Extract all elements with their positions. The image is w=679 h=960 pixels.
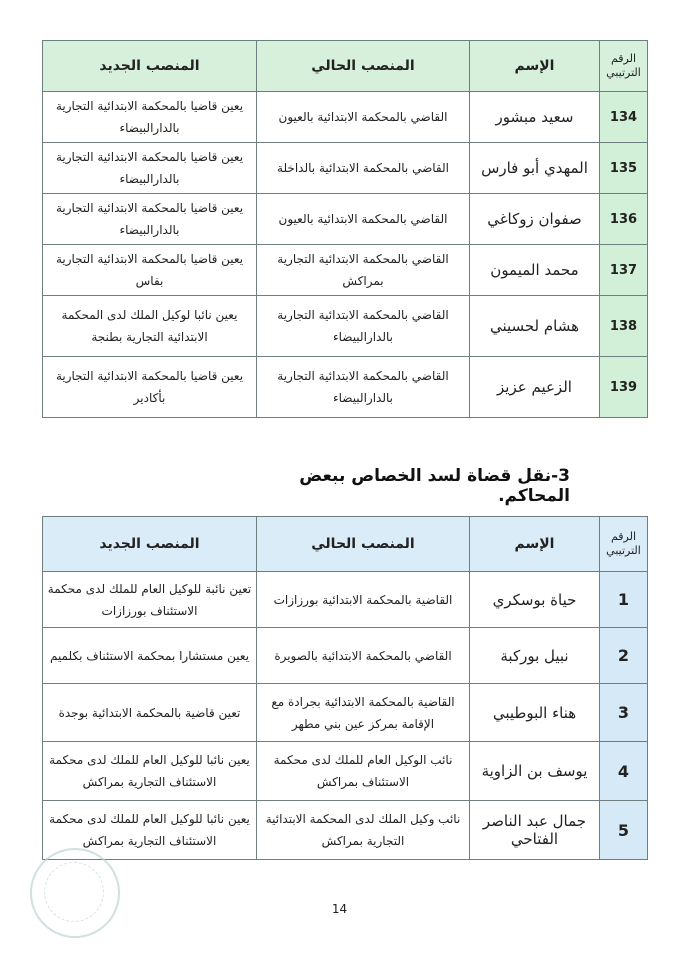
page-number: 14 xyxy=(331,902,348,916)
new-position-cell: يعين مستشارا بمحكمة الاستئناف بكلميم xyxy=(43,628,257,684)
name-cell: حياة بوسكري xyxy=(470,572,600,628)
new-position-cell: يعين قاضيا بالمحكمة الابتدائية التجارية بأكادير xyxy=(43,357,257,418)
new-position-cell: يعين نائبا للوكيل العام للملك لدى محكمة الاستئناف التجارية بمراكش xyxy=(43,801,257,860)
rank-cell: 138 xyxy=(600,296,648,357)
new-position-cell: يعين قاضيا بالمحكمة الابتدائية التجارية بفاس xyxy=(43,245,257,296)
table-row xyxy=(43,742,648,801)
header-rank: الرقم الترتيبي xyxy=(600,41,648,92)
header-name: الإسم xyxy=(470,517,600,572)
name-cell: صفوان زوكاغي xyxy=(470,194,600,245)
header-rank: الرقم الترتيبي xyxy=(600,517,648,572)
current-position-cell: القاضي بالمحكمة الابتدائية التجارية بالدارالبيضاء xyxy=(257,296,470,357)
name-cell: هناء البوطيبي xyxy=(470,684,600,742)
name-cell: نبيل بوركبة xyxy=(470,628,600,684)
current-position-cell: القاضي بالمحكمة الابتدائية بالداخلة xyxy=(257,143,470,194)
table-row xyxy=(43,628,648,684)
table-row xyxy=(43,194,648,245)
header-new-position: المنصب الجديد xyxy=(43,41,257,92)
table-row xyxy=(43,92,648,143)
new-position-cell: يعين قاضيا بالمحكمة الابتدائية التجارية بالدارالبيضاء xyxy=(43,143,257,194)
rank-cell: 1 xyxy=(600,572,648,628)
new-position-cell: يعين قاضيا بالمحكمة الابتدائية التجارية بالدارالبيضاء xyxy=(43,92,257,143)
new-position-cell: يعين قاضيا بالمحكمة الابتدائية التجارية بالدارالبيضاء xyxy=(43,194,257,245)
rank-cell: 139 xyxy=(600,357,648,418)
new-position-cell: يعين نائبا للوكيل العام للملك لدى محكمة الاستئناف التجارية بمراكش xyxy=(43,742,257,801)
table-row xyxy=(43,296,648,357)
table-header-row xyxy=(43,517,648,572)
current-position-cell: القاضية بالمحكمة الابتدائية بورزازات xyxy=(257,572,470,628)
current-position-cell: نائب وكيل الملك لدى المحكمة الابتدائية التجارية بمراكش xyxy=(257,801,470,860)
current-position-cell: القاضي بالمحكمة الابتدائية بالعيون xyxy=(257,92,470,143)
appointments-table-1 xyxy=(42,40,648,418)
rank-cell: 134 xyxy=(600,92,648,143)
appointments-table-2 xyxy=(42,516,648,860)
new-position-cell: يعين نائبا لوكيل الملك لدى المحكمة الابتدائية التجارية بطنجة xyxy=(43,296,257,357)
header-current-position: المنصب الحالي xyxy=(257,517,470,572)
header-name: الإسم xyxy=(470,41,600,92)
new-position-cell: تعين نائبة للوكيل العام للملك لدى محكمة الاستئناف بورزازات xyxy=(43,572,257,628)
name-cell: محمد الميمون xyxy=(470,245,600,296)
table-header-row xyxy=(43,41,648,92)
table-row xyxy=(43,684,648,742)
name-cell: الزعيم عزيز xyxy=(470,357,600,418)
table-row xyxy=(43,245,648,296)
table-row xyxy=(43,143,648,194)
current-position-cell: القاضية بالمحكمة الابتدائية بجرادة مع الإقامة بمركز عين بني مطهر xyxy=(257,684,470,742)
table-row xyxy=(43,357,648,418)
current-position-cell: نائب الوكيل العام للملك لدى محكمة الاستئناف بمراكش xyxy=(257,742,470,801)
current-position-cell: القاضي بالمحكمة الابتدائية التجارية بالدارالبيضاء xyxy=(257,357,470,418)
rank-cell: 3 xyxy=(600,684,648,742)
name-cell: جمال عبد الناصر الفتاحي xyxy=(470,801,600,860)
name-cell: سعيد مبشور xyxy=(470,92,600,143)
name-cell: يوسف بن الزاوية xyxy=(470,742,600,801)
section-heading: 3-نقل قضاة لسد الخصاص ببعض المحاكم. xyxy=(299,466,570,506)
rank-cell: 136 xyxy=(600,194,648,245)
rank-cell: 135 xyxy=(600,143,648,194)
current-position-cell: القاضي بالمحكمة الابتدائية بالصويرة xyxy=(257,628,470,684)
header-current-position: المنصب الحالي xyxy=(257,41,470,92)
name-cell: هشام لحسيني xyxy=(470,296,600,357)
rank-cell: 137 xyxy=(600,245,648,296)
rank-cell: 2 xyxy=(600,628,648,684)
rank-cell: 4 xyxy=(600,742,648,801)
new-position-cell: تعين قاضية بالمحكمة الابتدائية بوجدة xyxy=(43,684,257,742)
table-row xyxy=(43,801,648,860)
rank-cell: 5 xyxy=(600,801,648,860)
name-cell: المهدي أبو فارس xyxy=(470,143,600,194)
current-position-cell: القاضي بالمحكمة الابتدائية التجارية بمراكش xyxy=(257,245,470,296)
header-new-position: المنصب الجديد xyxy=(43,517,257,572)
current-position-cell: القاضي بالمحكمة الابتدائية بالعيون xyxy=(257,194,470,245)
table-row xyxy=(43,572,648,628)
